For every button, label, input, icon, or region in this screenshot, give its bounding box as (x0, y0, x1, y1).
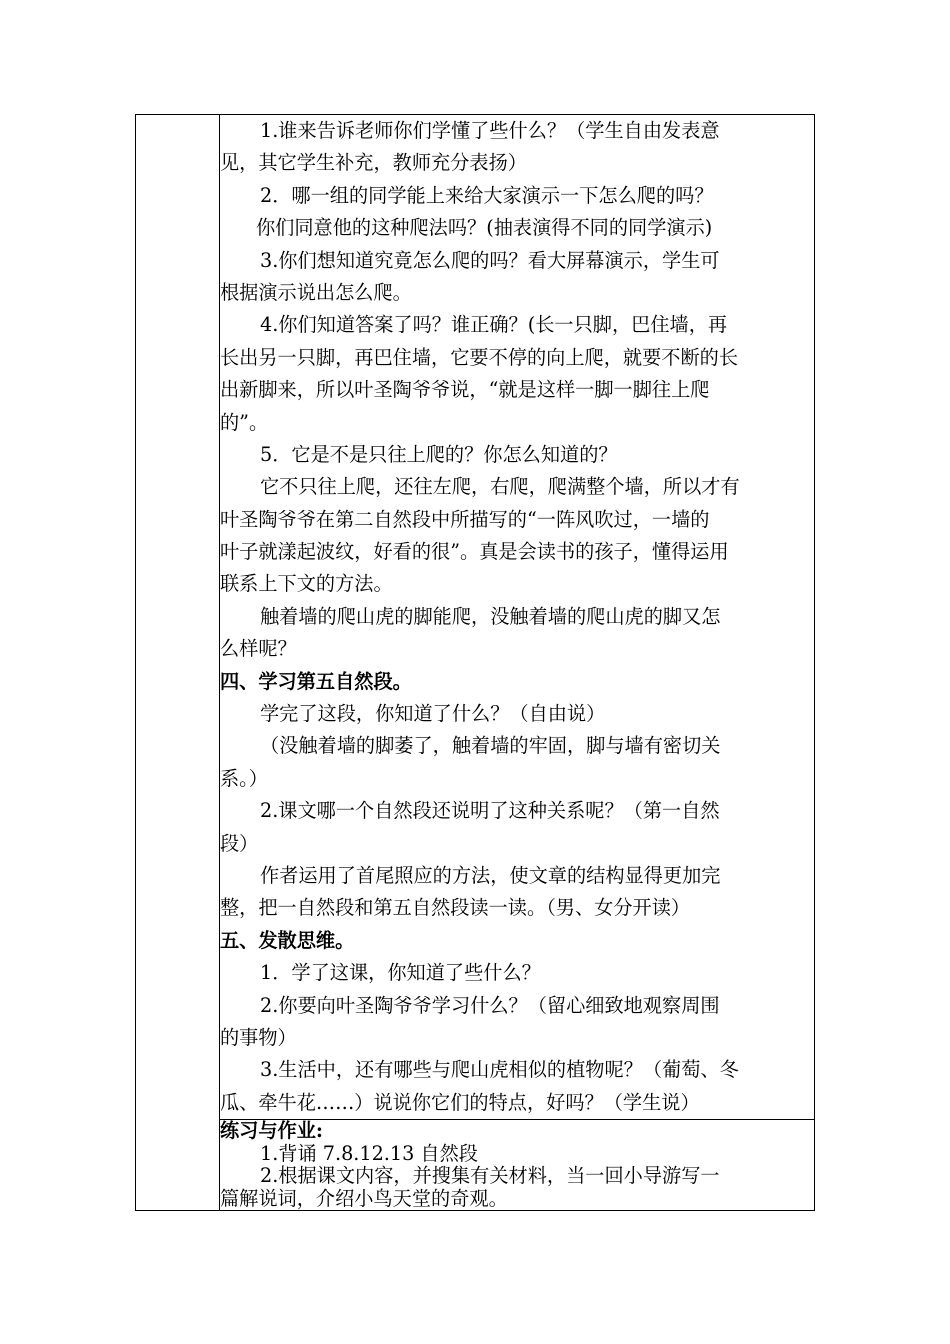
left-column-cell (136, 115, 220, 1211)
text-line: 叶子就漾起波纹，好看的很”。真是会读书的孩子，懂得运用 (220, 540, 729, 564)
lesson-text-block (220, 115, 814, 1119)
text-line: 根据演示说出怎么爬。 (220, 280, 412, 304)
lesson-table (135, 114, 815, 1211)
text-line: 联系上下文的方法。 (220, 572, 393, 596)
homework-cell (220, 1120, 815, 1211)
text-line: 叶圣陶爷爷在第二自然段中所描写的“一阵风吹过，一墙的 (220, 507, 710, 531)
text-line: 它不只往上爬，还往左爬，右爬，爬满整个墙，所以才有 (260, 475, 740, 499)
text-line: （没触着墙的脚萎了，触着墙的牢固，脚与墙有密切关 (260, 734, 721, 758)
text-line: 3.生活中，还有哪些与爬山虎相似的植物呢？（葡萄、冬 (260, 1058, 739, 1082)
text-line: 系。） (220, 766, 268, 790)
text-line: 见，其它学生补充，教师充分表扬） (220, 151, 527, 175)
text-line: 么样呢？ (220, 637, 297, 661)
text-line: 出新脚来，所以叶圣陶爷爷说，“就是这样一脚一脚往上爬 (220, 378, 710, 402)
text-line: 的事物） (220, 1025, 297, 1049)
text-line: 你们同意他的这种爬法吗？(抽表演得不同的同学演示) (256, 216, 713, 240)
text-line: 2.你要向叶圣陶爷爷学习什么？（留心细致地观察周围 (260, 993, 720, 1017)
text-line: 触着墙的爬山虎的脚能爬，没触着墙的爬山虎的脚又怎 (260, 604, 721, 628)
homework-item: 1.背诵 7.8.12.13 自然段 (260, 1141, 478, 1165)
homework-item-continued: 篇解说词，介绍小鸟天堂的奇观。 (220, 1186, 508, 1210)
text-line: 5．它是不是只往上爬的？你怎么知道的？ (260, 442, 618, 466)
text-line: 1.谁来告诉老师你们学懂了些什么？（学生自由发表意 (260, 119, 720, 142)
text-line: 段） (220, 831, 259, 855)
text-line: 2．哪一组的同学能上来给大家演示一下怎么爬的吗？ (260, 183, 714, 207)
homework-title: 练习与作业: (220, 1119, 324, 1143)
text-line: 1．学了这课，你知道了些什么？ (260, 961, 541, 985)
text-line: 瓜、牵牛花……）说说你它们的特点，好吗？（学生说） (220, 1090, 700, 1114)
text-line: 长出另一只脚，再巴住墙，它要不停的向上爬，就要不断的长 (220, 345, 739, 369)
lesson-content-cell (220, 115, 815, 1120)
text-line: 作者运用了首尾照应的方法，使文章的结构显得更加完 (260, 863, 721, 887)
text-line: 整，把一自然段和第五自然段读一读。（男、女分开读） (220, 896, 691, 920)
text-line: 的”。 (220, 410, 269, 434)
section-heading: 五、发散思维。 (220, 928, 355, 952)
text-line: 学完了这段，你知道了什么？（自由说） (260, 702, 606, 726)
text-line: 3.你们想知道究竟怎么爬的吗？看大屏幕演示，学生可 (260, 248, 720, 272)
text-line: 2.课文哪一个自然段还说明了这种关系呢？（第一自然 (260, 799, 720, 823)
text-line: 4.你们知道答案了吗？谁正确？(长一只脚，巴住墙，再 (260, 313, 728, 337)
section-heading: 四、学习第五自然段。 (220, 669, 412, 693)
homework-item: 2.根据课文内容，并搜集有关材料，当一回小导游写一 (260, 1164, 720, 1188)
